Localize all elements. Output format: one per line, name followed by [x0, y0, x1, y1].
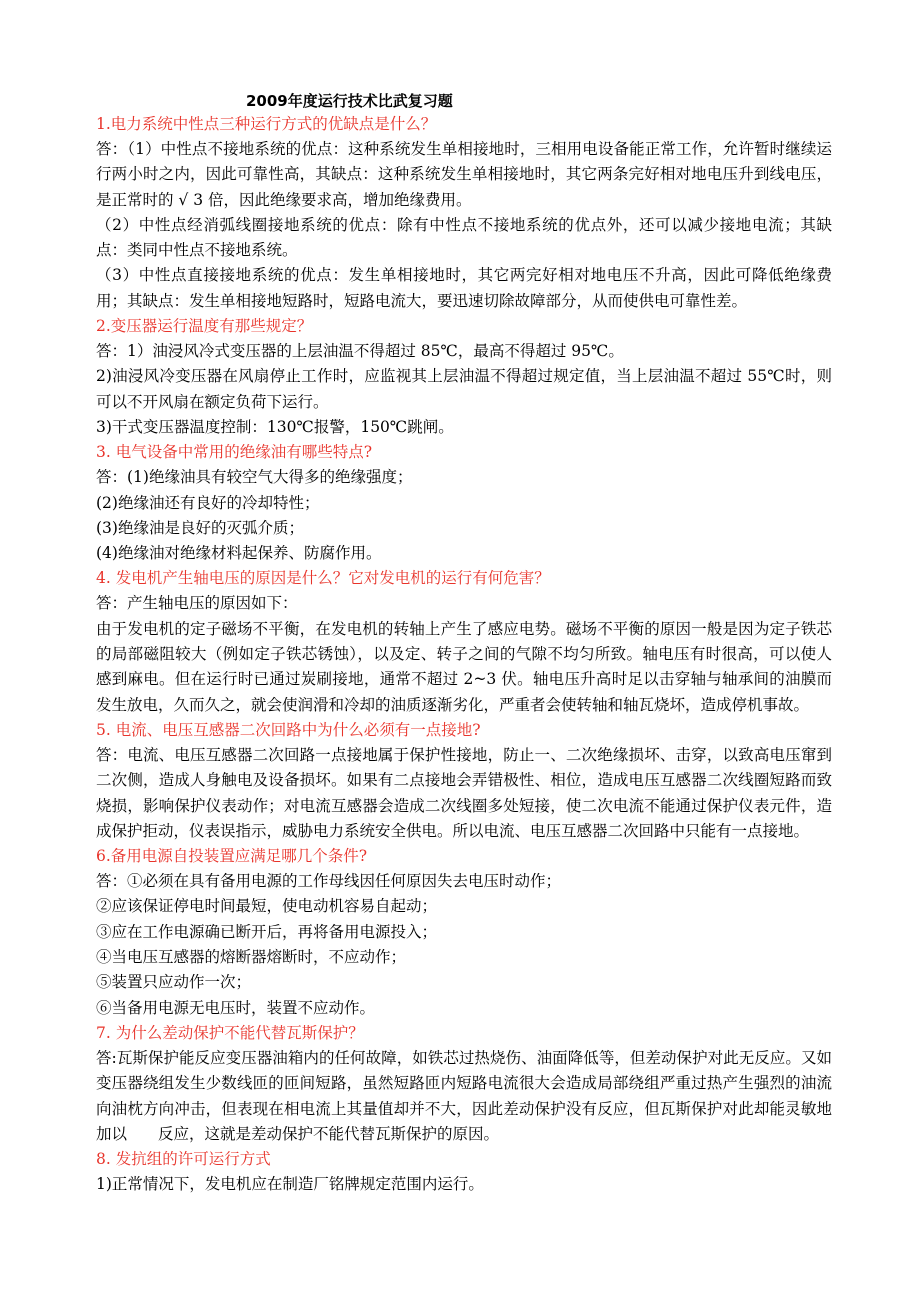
question-heading: 6.备用电源自投装置应满足哪几个条件?	[96, 847, 368, 866]
answer-paragraph: (2)绝缘油还有良好的冷却特性；	[96, 493, 320, 512]
question-heading: 3. 电气设备中常用的绝缘油有哪些特点?	[96, 443, 373, 462]
qa-section-2	[96, 314, 832, 440]
answer-paragraph: ④当电压互感器的熔断器熔断时，不应动作；	[96, 948, 407, 967]
answer-paragraph: 答：（1）中性点不接地系统的优点：这种系统发生单相接地时，三相用电设备能正常工作，允许暂时继续运行两小时之内，因此可靠性高，其缺点：这种系统发生单相接地时，其它两条完好相对地电压升到线电压，是正常时的 √ 3 倍，因此绝缘要求高，增加绝缘费用。	[96, 140, 832, 209]
qa-section-4	[96, 566, 832, 717]
answer-paragraph: ②应该保证停电时间最短，使电动机容易自起动；	[96, 897, 438, 916]
answer-paragraph: ⑥当备用电源无电压时，装置不应动作。	[96, 998, 376, 1017]
answer-paragraph: 答:瓦斯保护能反应变压器油箱内的任何故障，如铁芯过热烧伤、油面降低等，但差动保护对此无反应。又如变压器绕组发生少数线匝的匝间短路，虽然短路匝内短路电流很大会造成局部绕组严重过热产生强烈的油流向油枕方向冲击，但表现在相电流上其量值却并不大，因此差动保护没有反应，但瓦斯保护对此却能灵敏地加以 反应，这就是差动保护不能代替瓦斯保护的原因。	[96, 1048, 832, 1143]
answer-paragraph: (3)绝缘油是良好的灭弧介质；	[96, 518, 304, 537]
question-heading: 5. 电流、电压互感器二次回路中为什么必须有一点接地?	[96, 720, 481, 739]
qa-section-8	[96, 1147, 832, 1197]
answer-paragraph: （3）中性点直接接地系统的优点：发生单相接地时，其它两完好相对地电压不升高，因此可降低绝缘费用；其缺点：发生单相接地短路时，短路电流大，要迅速切除故障部分，从而使供电可靠性差。	[96, 266, 832, 310]
answer-paragraph: 答：①必须在具有备用电源的工作母线因任何原因失去电压时动作；	[96, 872, 562, 891]
question-heading: 4. 发电机产生轴电压的原因是什么？它对发电机的运行有何危害？	[96, 569, 550, 588]
answer-paragraph: 2)油浸风冷变压器在风扇停止工作时，应监视其上层油温不得超过规定值，当上层油温不超过 55℃时，则可以不开风扇在额定负荷下运行。	[96, 367, 832, 411]
answer-paragraph: 3)干式变压器温度控制：130℃报警，150℃跳闸。	[96, 417, 454, 436]
qa-section-1	[96, 112, 832, 314]
qa-section-3	[96, 440, 832, 566]
answer-paragraph: （2）中性点经消弧线圈接地系统的优点：除有中性点不接地系统的优点外，还可以减少接地电流；其缺点：类同中性点不接地系统。	[96, 215, 832, 260]
answer-paragraph: ③应在工作电源确已断开后，再将备用电源投入；	[96, 922, 438, 941]
question-heading: 2.变压器运行温度有那些规定？	[96, 317, 313, 336]
question-heading: 8. 发抗组的许可运行方式	[96, 1150, 271, 1169]
document-body	[96, 112, 832, 1197]
answer-paragraph: (4)绝缘油对绝缘材料起保养、防腐作用。	[96, 544, 382, 563]
document-title: 2009年度运行技术比武复习题	[246, 92, 453, 110]
answer-paragraph: 答：(1)绝缘油具有较空气大得多的绝缘强度；	[96, 468, 413, 487]
qa-section-7	[96, 1021, 832, 1147]
answer-paragraph: 答：1）油浸风冷式变压器的上层油温不得超过 85℃，最高不得超过 95℃。	[96, 342, 624, 361]
answer-paragraph: 答：产生轴电压的原因如下：	[96, 594, 298, 613]
answer-paragraph: 由于发电机的定子磁场不平衡，在发电机的转轴上产生了感应电势。磁场不平衡的原因一般是因为定子铁芯的局部磁阻较大（例如定子铁芯锈蚀），以及定、转子之间的气隙不均匀所致。轴电压有时很高，可以使人感到麻电。但在运行时已通过炭刷接地，通常不超过 2~3 伏。轴电压升高时足以击穿轴与轴承间的油膜而发生放电，久而久之，就会使润滑和冷却的油质逐渐劣化，严重者会使转轴和轴瓦烧坏，造成停机事故。	[96, 619, 832, 714]
question-heading: 7. 为什么差动保护不能代替瓦斯保护？	[96, 1023, 364, 1042]
qa-section-6	[96, 844, 832, 1021]
answer-paragraph: 1)正常情况下，发电机应在制造厂铭牌规定范围内运行。	[96, 1175, 484, 1194]
answer-paragraph: ⑤装置只应动作一次；	[96, 973, 252, 992]
qa-section-5	[96, 718, 832, 844]
question-heading: 1.电力系统中性点三种运行方式的优缺点是什么？	[96, 115, 437, 133]
answer-paragraph: 答：电流、电压互感器二次回路一点接地属于保护性接地，防止一、二次绝缘损坏、击穿，以致高电压窜到二次侧，造成人身触电及设备损坏。如果有二点接地会弄错极性、相位，造成电压互感器二次线圈短路而致烧损，影响保护仪表动作；对电流互感器会造成二次线圈多处短接，使二次电流不能通过保护仪表元件，造成保护拒动，仪表误指示，威胁电力系统安全供电。所以电流、电压互感器二次回路中只能有一点接地。	[96, 745, 832, 840]
